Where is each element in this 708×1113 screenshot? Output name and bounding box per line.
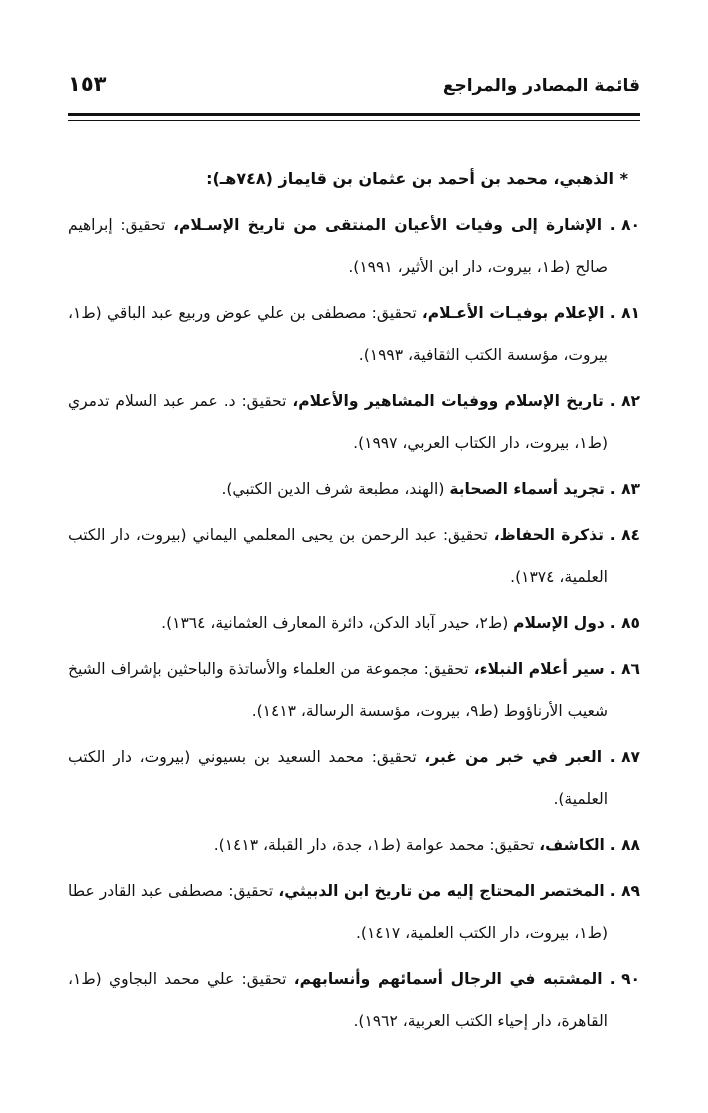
entry-details: تحقيق: محمد السعيد بن بسيوني (بيروت، دار الكتب العلمية). <box>68 748 608 808</box>
bibliography-entry <box>68 514 640 598</box>
entry-number: ٨٦ . <box>609 660 641 678</box>
bibliography-entry <box>68 380 640 464</box>
bibliography-entry <box>68 292 640 376</box>
bibliography-entry <box>68 648 640 732</box>
entry-title: تجريد أسماء الصحابة <box>449 480 605 498</box>
entry-title: المختصر المحتاج إليه من تاريخ ابن الدبيثي، <box>278 882 605 900</box>
entry-details: تحقيق: محمد عوامة (ط١، جدة، دار القبلة، ١٤١٣). <box>213 836 540 854</box>
bibliography-entry <box>68 824 640 866</box>
header-rule-thin <box>68 120 640 121</box>
entry-title: العبر في خبر من غبر، <box>424 748 603 766</box>
entry-title: المشتبه في الرجال أسمائهم وأنسابهم، <box>293 970 603 988</box>
bibliography-entry <box>68 468 640 510</box>
bibliography-entry <box>68 958 640 1042</box>
entry-title: دول الإسلام <box>513 614 605 632</box>
page-number: ١٥٣ <box>68 72 107 96</box>
running-header <box>68 70 640 110</box>
entry-number: ٨٥ . <box>609 614 640 632</box>
entry-details: (الهند، مطبعة شرف الدين الكتبي). <box>221 480 450 498</box>
entry-details: تحقيق: مصطفى بن علي عوض وربيع عبد الباقي (ط١، بيروت، مؤسسة الكتب الثقافية، ١٩٩٣). <box>68 304 608 364</box>
entry-details: تحقيق: علي محمد البجاوي (ط١، القاهرة، دار إحياء الكتب العربية، ١٩٦٢). <box>68 970 608 1030</box>
entry-details: (ط٢، حيدر آباد الدكن، دائرة المعارف العثمانية، ١٣٦٤). <box>161 614 514 632</box>
entry-title: سير أعلام النبلاء، <box>473 660 605 678</box>
bibliography-entry <box>68 602 640 644</box>
entry-title: تاريخ الإسلام ووفيات المشاهير والأعلام، <box>292 392 604 410</box>
entry-number: ٨٣ . <box>609 480 640 498</box>
running-title: قائمة المصادر والمراجع <box>442 76 640 96</box>
entry-title: الإشارة إلى وفيات الأعيان المنتقى من تاريخ الإسـلام، <box>173 216 603 234</box>
entry-title: الإعلام بوفيـات الأعـلام، <box>421 304 605 322</box>
entry-number: ٨٢ . <box>609 392 640 410</box>
entry-number: ٨٩ . <box>609 882 640 900</box>
entry-details: تحقيق: مجموعة من العلماء والأساتذة والباحثين بإشراف الشيخ شعيب الأرناؤوط (ط٩، بيروت، مؤسسة الرسالة، ١٤١٣). <box>68 660 608 720</box>
bibliography-entry <box>68 736 640 820</box>
author-heading <box>68 158 628 200</box>
author-name: الذهبي، محمد بن أحمد بن عثمان بن قايماز (٧٤٨هـ): <box>206 169 615 188</box>
bibliography-entry <box>68 204 640 288</box>
header-rule-thick <box>68 113 640 116</box>
entry-number: ٨٨ . <box>609 836 640 854</box>
entry-number: ٩٠ . <box>609 970 640 988</box>
entry-number: ٨٠ . <box>609 216 640 234</box>
entry-number: ٨٤ . <box>609 526 640 544</box>
entry-number: ٨١ . <box>609 304 640 322</box>
bibliography-entry <box>68 870 640 954</box>
entry-details: تحقيق: د. عمر عبد السلام تدمري (ط١، بيروت، دار الكتاب العربي، ١٩٩٧). <box>68 392 608 452</box>
bullet-star-icon: * <box>619 169 628 188</box>
bibliography-list <box>68 158 640 1046</box>
entry-details: تحقيق: مصطفى عبد القادر عطا (ط١، بيروت، دار الكتب العلمية، ١٤١٧). <box>68 882 608 942</box>
entry-title: الكاشف، <box>539 836 605 854</box>
entry-details: تحقيق: إبراهيم صالح (ط١، بيروت، دار ابن الأثير، ١٩٩١). <box>68 216 608 276</box>
entry-number: ٨٧ . <box>609 748 640 766</box>
entry-title: تذكرة الحفاظ، <box>493 526 604 544</box>
entry-details: تحقيق: عبد الرحمن بن يحيى المعلمي اليماني (بيروت، دار الكتب العلمية، ١٣٧٤). <box>68 526 608 586</box>
